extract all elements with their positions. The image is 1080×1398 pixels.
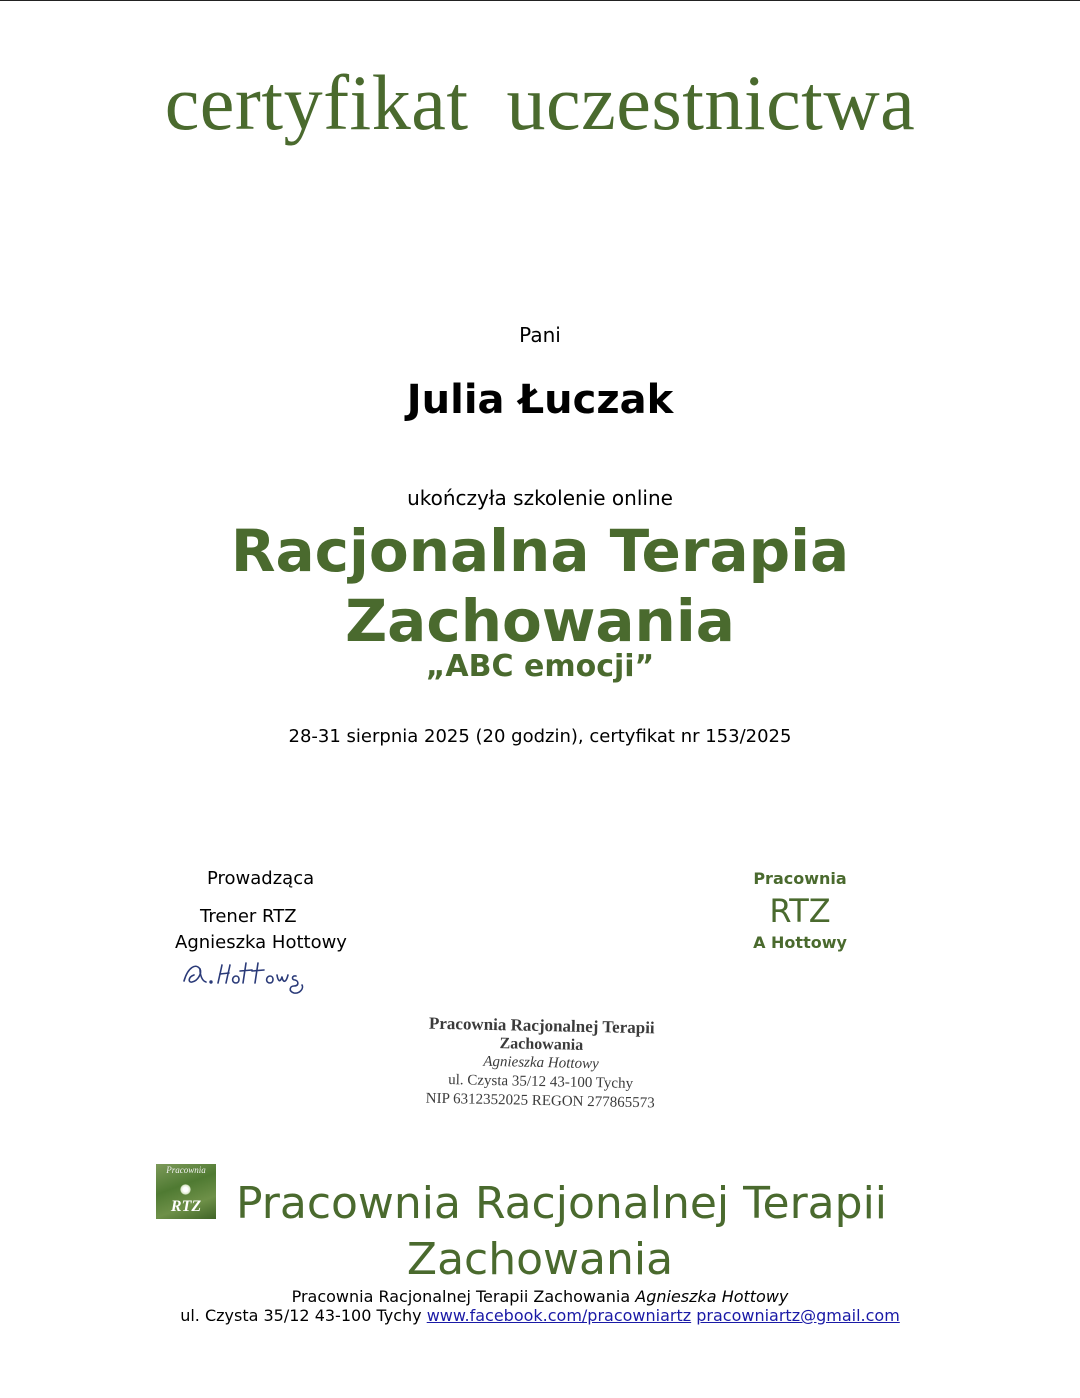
studio-label: Pracownia xyxy=(753,869,847,888)
footer-name-line-1: Pracownia Racjonalnej Terapii xyxy=(236,1178,888,1229)
company-stamp xyxy=(409,1013,673,1113)
leader-name: Agnieszka Hottowy xyxy=(175,932,347,953)
footer-org-person: Agnieszka Hottowy xyxy=(635,1287,789,1306)
logo-top-text: Pracownia xyxy=(166,1165,206,1175)
recipient-name: Julia Łuczak xyxy=(406,377,674,423)
footer-organization xyxy=(0,1287,1080,1306)
recipient-honorific: Pani xyxy=(519,323,561,347)
course-title-line-1: Racjonalna Terapia xyxy=(230,517,850,585)
top-border-line xyxy=(0,0,1080,1)
certificate-title: certyfikat uczestnictwa xyxy=(164,59,916,146)
course-title-line-2: Zachowania xyxy=(345,587,735,655)
leader-trainer-title: Trener RTZ xyxy=(200,906,297,927)
course-subtitle: „ABC emocji” xyxy=(425,649,655,684)
footer-contact xyxy=(0,1306,1080,1325)
email-link[interactable]: pracowniartz@gmail.com xyxy=(696,1306,900,1325)
footer-org-name: Pracownia Racjonalnej Terapii Zachowania xyxy=(291,1287,631,1306)
footer-name-line-2: Zachowania xyxy=(406,1234,674,1285)
stamp-line-2: Zachowania xyxy=(499,1035,584,1054)
completion-statement: ukończyła szkolenie online xyxy=(407,486,673,510)
studio-owner: A Hottowy xyxy=(753,933,847,952)
studio-abbreviation: RTZ xyxy=(769,892,831,930)
stamp-line-1: Pracownia Racjonalnej Terapii xyxy=(428,1013,655,1038)
stamp-line-4: ul. Czysta 35/12 43-100 Tychy xyxy=(447,1072,634,1092)
flower-icon xyxy=(180,1184,191,1195)
handwritten-signature xyxy=(178,955,328,997)
studio-logo xyxy=(156,1164,216,1219)
footer-address: ul. Czysta 35/12 43-100 Tychy xyxy=(180,1306,422,1325)
stamp-line-3: Agnieszka Hottowy xyxy=(483,1053,599,1073)
logo-bottom-text: RTZ xyxy=(170,1198,202,1215)
course-details: 28-31 sierpnia 2025 (20 godzin), certyfikat nr 153/2025 xyxy=(288,726,792,747)
leader-role-label: Prowadząca xyxy=(207,868,315,889)
stamp-line-5: NIP 6312352025 REGON 277865573 xyxy=(425,1090,655,1112)
facebook-link[interactable]: www.facebook.com/pracowniartz xyxy=(426,1306,692,1325)
